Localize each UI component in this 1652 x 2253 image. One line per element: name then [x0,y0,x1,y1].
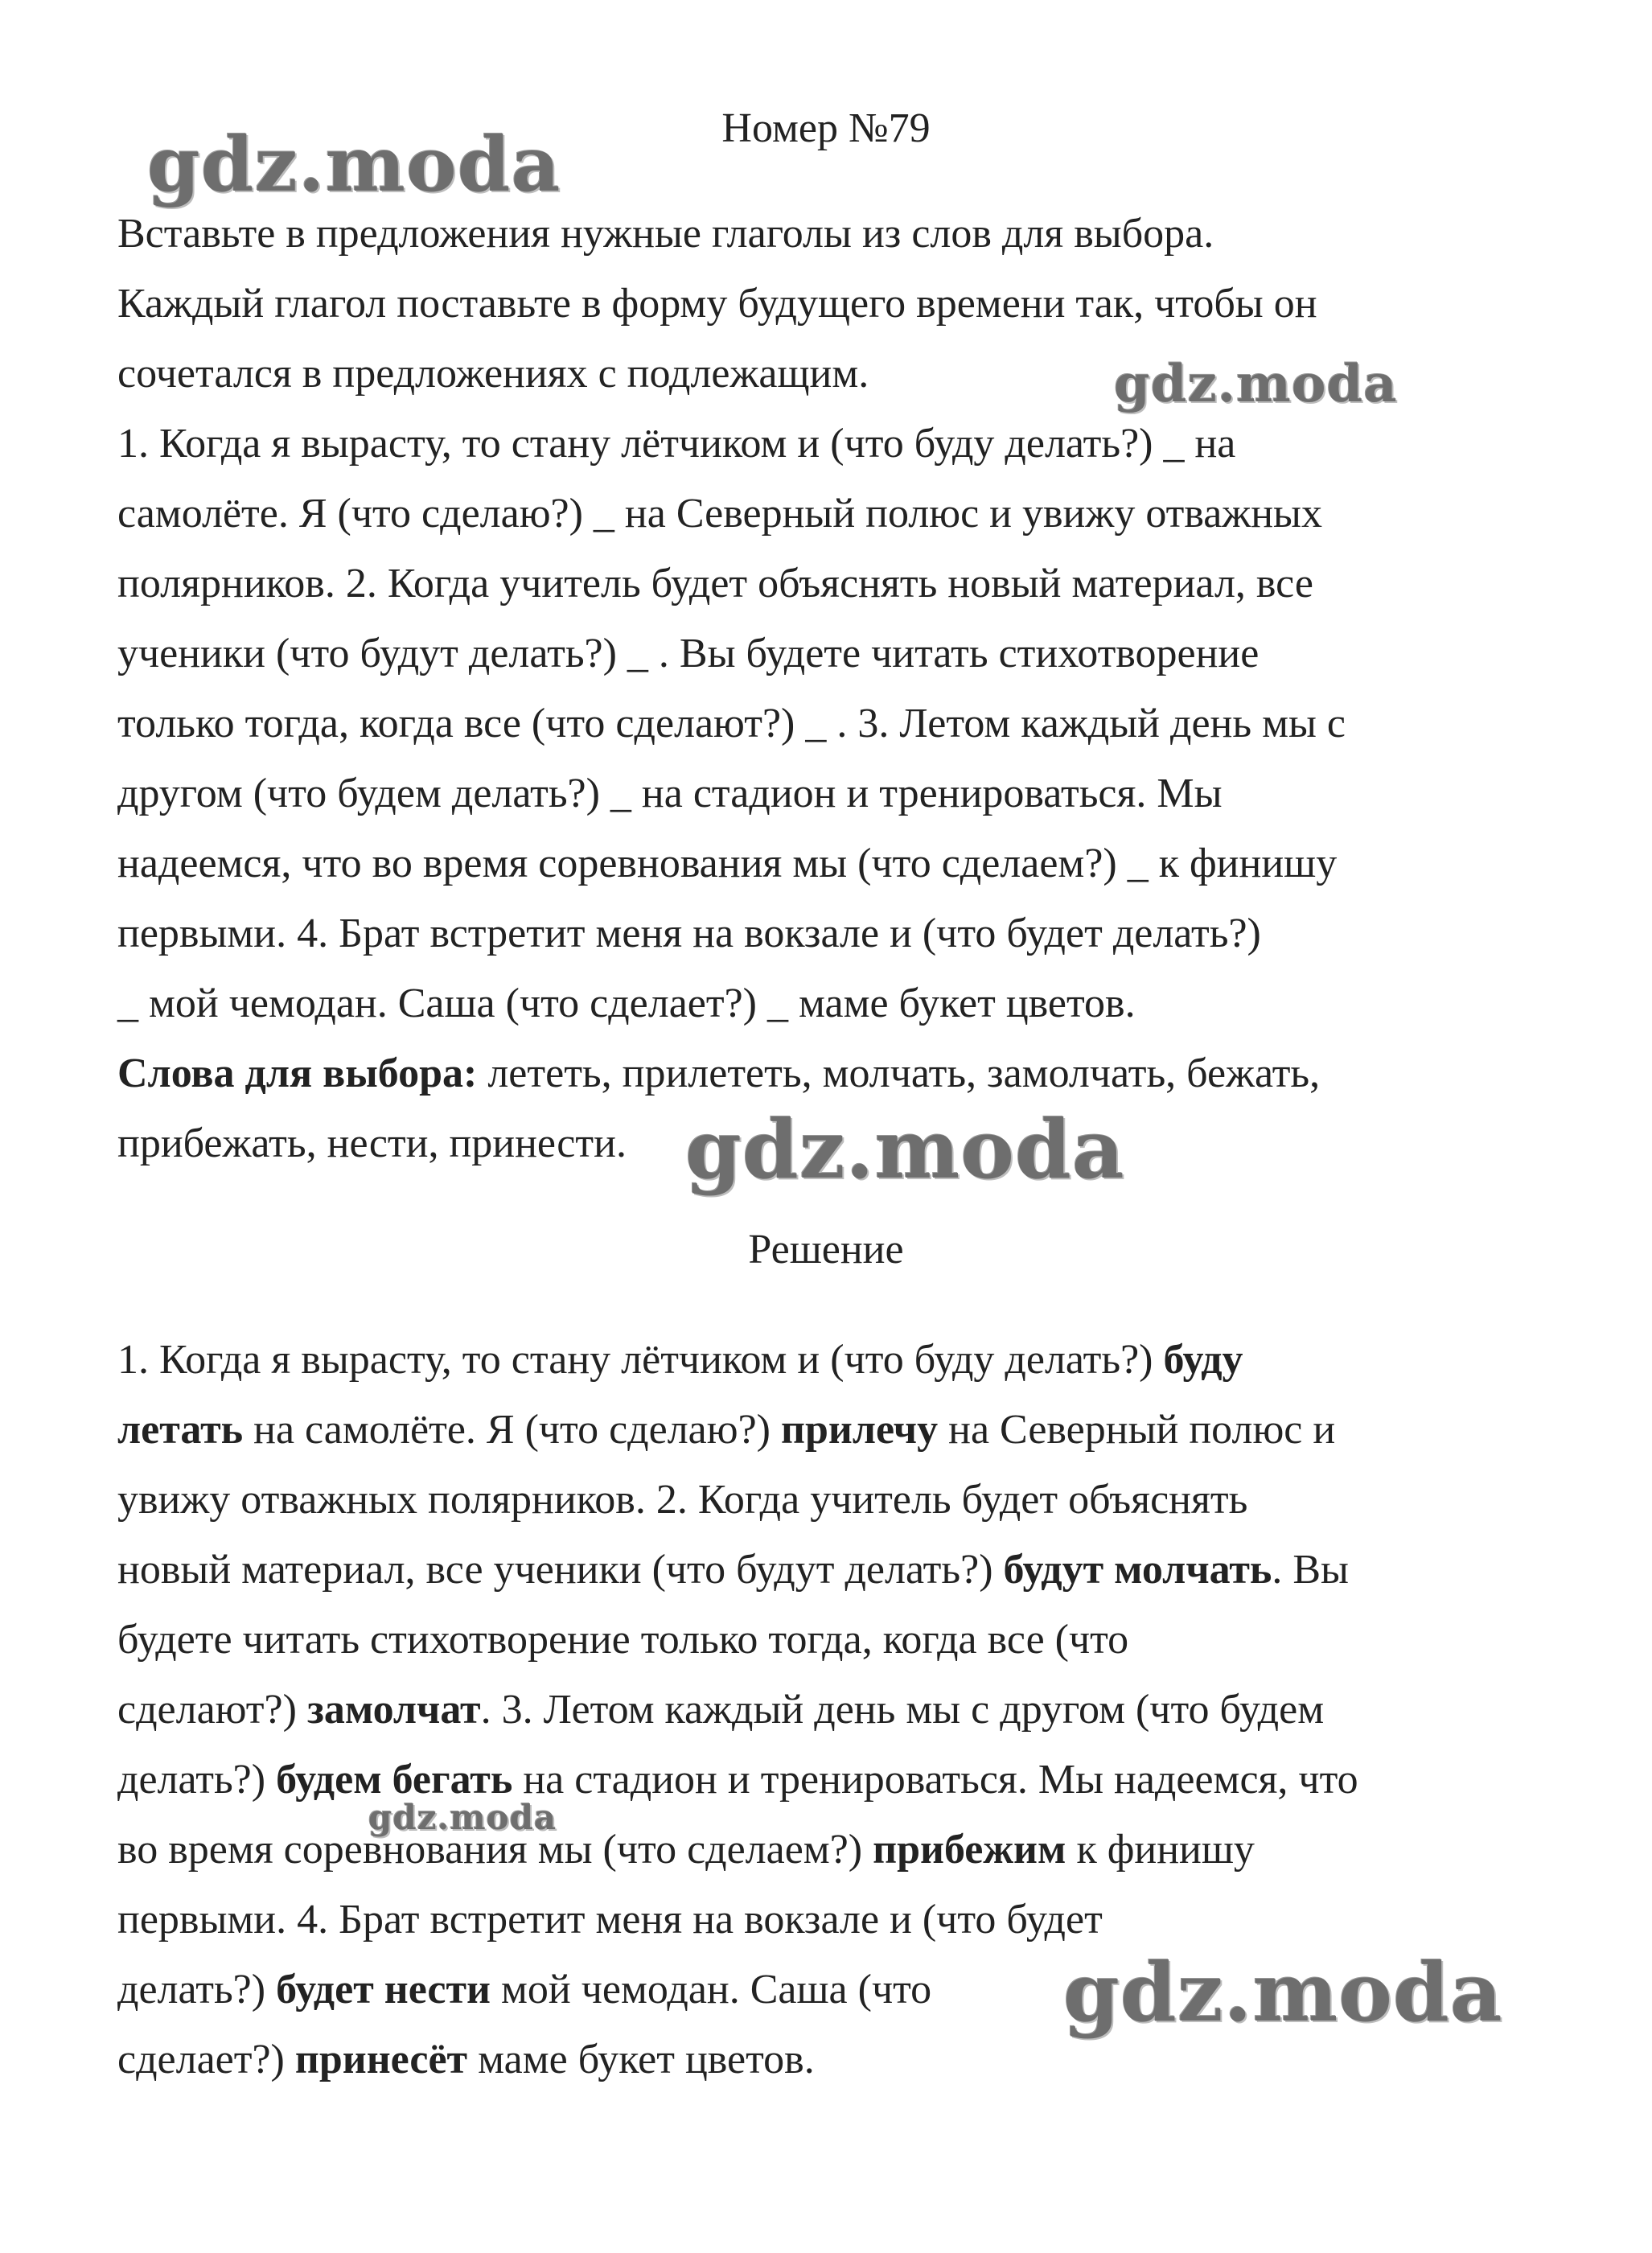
solution-line [117,1675,1549,1745]
task-line: Вставьте в предложения нужные глаголы из слов для выбора. [117,211,1214,257]
watermark-logo: gdz.moda [685,1102,1125,1197]
task-line: _ мой чемодан. Саша (что сделает?) _ маме букет цветов. [117,981,1136,1026]
solution-fragment: делать?) [117,1967,277,2012]
solution-line [117,1815,1549,1885]
task-line: другом (что будем делать?) _ на стадион и тренироваться. Мы [117,771,1223,816]
solution-fragment: к финишу [1066,1827,1255,1873]
task-line: 1. Когда я вырасту, то стану лётчиком и (что буду делать?) _ на [117,421,1236,467]
solution-line: увижу отважных полярников. 2. Когда учитель будет объяснять [117,1477,1248,1523]
task-text [117,199,1549,1178]
solution-fragment: сделает?) [117,2037,295,2082]
words-line: прибежать, нести, принести. [117,1120,627,1166]
solution-line [117,1535,1549,1605]
solution-fragment: . 3. Летом каждый день мы с другом (что будем [480,1687,1325,1733]
solution-fragment: 1. Когда я вырасту, то стану лётчиком и (что буду делать?) [117,1337,1164,1383]
answer-word: прилечу [780,1407,939,1453]
solution-line: первыми. 4. Брат встретит меня на вокзале и (что будет [117,1897,1103,1943]
task-line: надеемся, что во время соревнования мы (что сделаем?) _ к финишу [117,841,1338,886]
page-title: Номер №79 [721,105,931,151]
solution-fragment: на стадион и тренироваться. Мы надеемся, что [512,1757,1358,1803]
answer-word: будет нести [276,1967,491,2012]
watermark-logo: gdz.moda [1063,1945,1503,2040]
solution-fragment: маме букет цветов. [467,2037,815,2082]
solution-fragment: на самолёте. Я (что сделаю?) [243,1407,781,1453]
solution-line [117,1325,1549,1395]
solution-fragment: новый материал, все ученики (что будут делать?) [117,1547,1004,1593]
solution-fragment: сделают?) [117,1687,307,1733]
answer-word: замолчат [306,1687,481,1733]
task-line: ученики (что будут делать?) _ . Вы будете читать стихотворение [117,631,1260,676]
words-list: лететь, прилететь, молчать, замолчать, бежать, [477,1050,1321,1096]
words-line [117,1038,1549,1108]
solution-line [117,1745,1549,1815]
answer-word: будем бегать [276,1757,513,1803]
solution-fragment: . Вы [1272,1547,1349,1593]
watermark-logo: gdz.moda [1114,354,1398,414]
answer-word: принесёт [294,2037,468,2082]
answer-word: летать [117,1407,244,1453]
solution-line: будете читать стихотворение только тогда, когда все (что [117,1617,1129,1663]
task-line: сочетался в предложениях с подлежащим. [117,351,869,397]
watermark-logo: gdz.moda [147,121,561,209]
solution-fragment: мой чемодан. Саша (что [491,1967,932,2012]
task-line: полярников. 2. Когда учитель будет объяснять новый материал, все [117,561,1313,606]
answer-word: будут молчать [1003,1547,1272,1593]
task-line: первыми. 4. Брат встретит меня на вокзале и (что будет делать?) [117,911,1261,956]
answer-word: буду [1163,1337,1243,1383]
solution-fragment: на Северный полюс и [938,1407,1336,1453]
solution-title: Решение [748,1227,904,1272]
solution-line [117,1395,1549,1465]
task-line: Каждый глагол поставьте в форму будущего времени так, чтобы он [117,281,1317,327]
words-label: Слова для выбора: [117,1050,478,1096]
task-line: только тогда, когда все (что сделают?) _ . 3. Летом каждый день мы с [117,701,1346,746]
watermark-logo: gdz.moda [368,1798,557,1837]
solution-fragment: делать?) [117,1757,277,1803]
task-line: самолёте. Я (что сделаю?) _ на Северный полюс и увижу отважных [117,491,1322,537]
answer-word: прибежим [873,1827,1066,1873]
solution-fragment: во время соревнования мы (что сделаем?) [117,1827,873,1873]
